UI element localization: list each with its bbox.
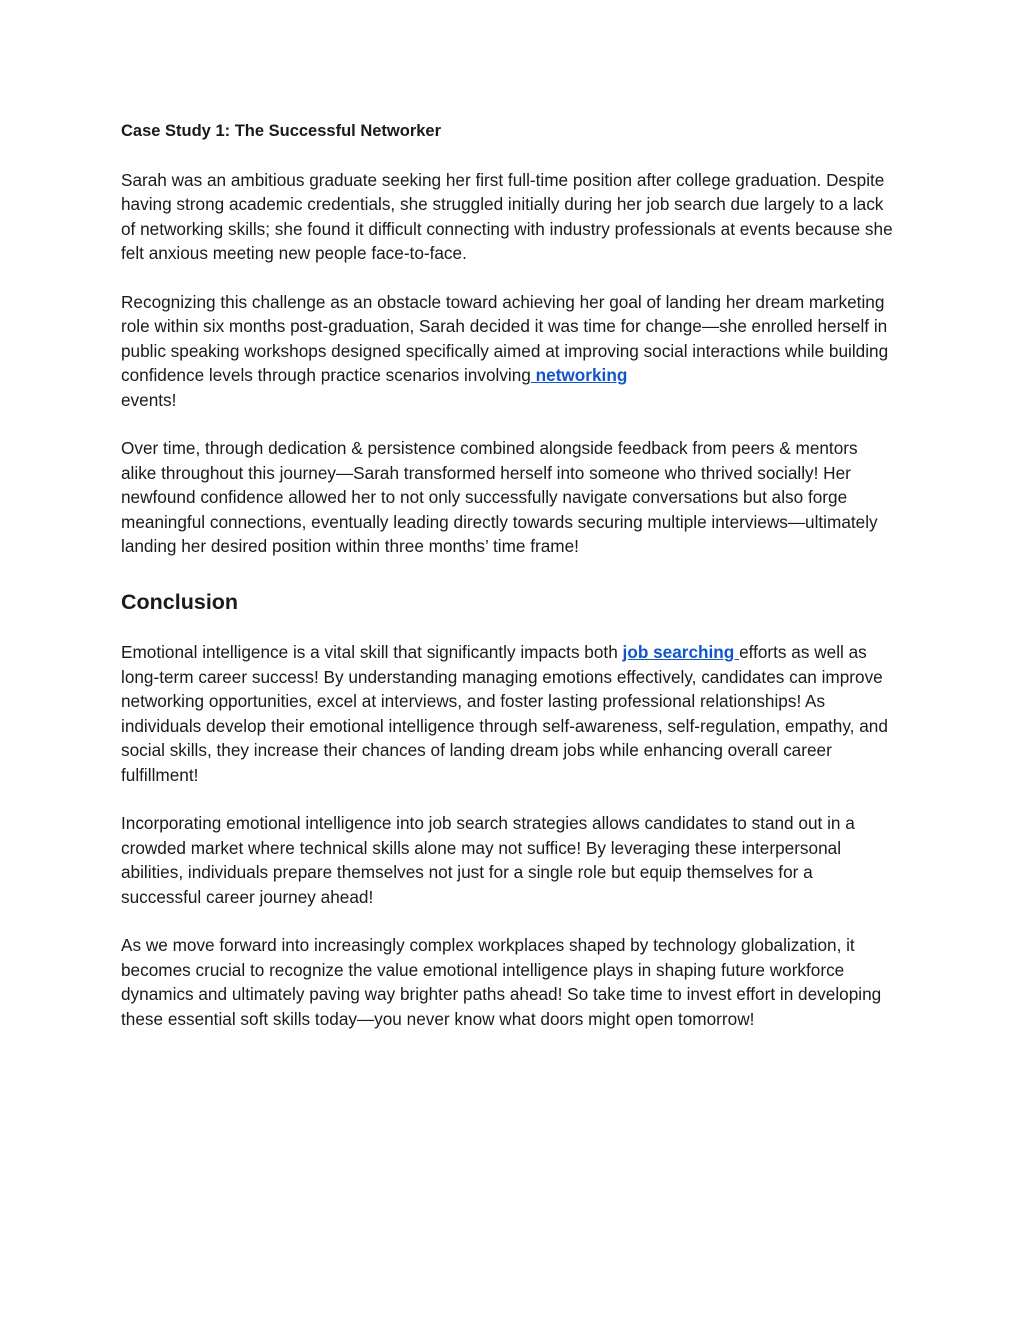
case-study-paragraph-3: Over time, through dedication & persistence combined alongside feedback from peers & mentors alike throughout this journey—Sarah transformed herself into someone who thrived socially! Her newfound confidence allowed her to not only successfully navigate conversations but also forge meaningful connections, eventually leading directly towards securing multiple interviews—ultimately landing her desired position within three months’ time frame! xyxy=(121,438,878,557)
case-study-paragraph-2 xyxy=(121,290,896,412)
conclusion-paragraph-2: Incorporating emotional intelligence into job search strategies allows candidates to stand out in a crowded market where technical skills alone may not suffice! By leveraging these interpersonal abilities, individuals prepare themselves not just for a single role but equip themselves for a successful career journey ahead! xyxy=(121,813,855,907)
paragraph-text: Recognizing this challenge as an obstacle toward achieving her goal of landing her dream marketing role within six months post-graduation, Sarah decided it was time for change—she enrolled herself in public speaking workshops designed specifically aimed at improving social interactions while building confidence levels through practice scenarios involving xyxy=(121,292,889,386)
conclusion-heading: Conclusion xyxy=(121,590,239,615)
conclusion-paragraph-3: As we move forward into increasingly complex workplaces shaped by technology globalization, it becomes crucial to recognize the value emotional intelligence plays in shaping future workforce dynamics and ultimately paving way brighter paths ahead! So take time to invest effort in developing these essential soft skills today—you never know what doors might open tomorrow! xyxy=(121,935,882,1029)
paragraph-text: events! xyxy=(121,389,177,410)
case-study-title: Case Study 1: The Successful Networker xyxy=(121,122,442,140)
paragraph-text: efforts as well as long-term career success! By understanding managing emotions effectively, candidates can improve networking opportunities, excel at interviews, and foster lasting professional relationships! As individuals develop their emotional intelligence through self-awareness, self-regulation, empathy, and social skills, they increase their chances of landing dream jobs while enhancing overall career fulfillment! xyxy=(121,642,888,785)
document-content xyxy=(121,119,896,1055)
paragraph-text: Emotional intelligence is a vital skill that significantly impacts both xyxy=(121,642,623,663)
case-study-paragraph-1: Sarah was an ambitious graduate seeking her first full-time position after college graduation. Despite having strong academic credentials, she struggled initially during her job search due largely to a lack of networking skills; she found it difficult connecting with industry professionals at events because she felt anxious meeting new people face-to-face. xyxy=(121,170,893,264)
conclusion-paragraph-1 xyxy=(121,640,896,786)
networking-link[interactable]: networking xyxy=(530,365,628,386)
job-searching-link[interactable]: job searching xyxy=(622,642,740,663)
